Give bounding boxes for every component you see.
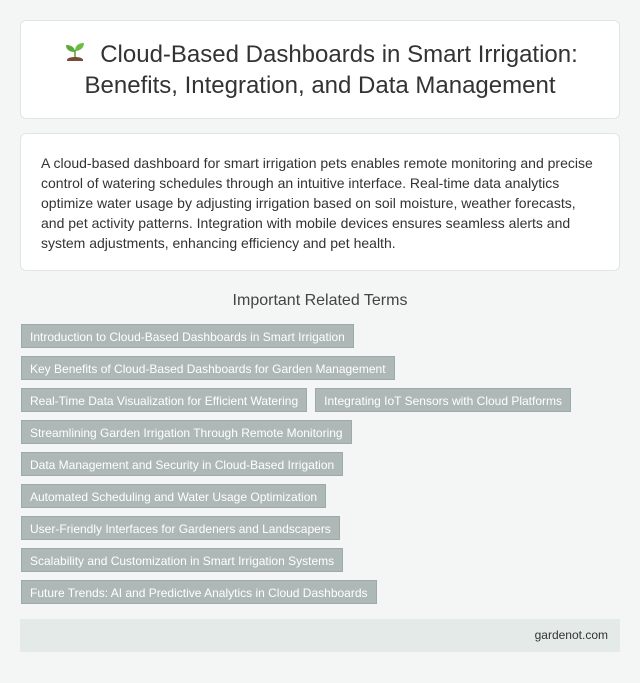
term-tag[interactable]: Real-Time Data Visualization for Efficient Watering (21, 388, 307, 412)
term-tag[interactable]: Future Trends: AI and Predictive Analytics in Cloud Dashboards (21, 580, 377, 604)
title-text: Cloud-Based Dashboards in Smart Irrigation: Benefits, Integration, and Data Management (84, 40, 578, 99)
term-tag[interactable]: Introduction to Cloud-Based Dashboards in Smart Irrigation (21, 324, 354, 348)
term-tag[interactable]: Scalability and Customization in Smart Irrigation Systems (21, 548, 343, 572)
term-tag[interactable]: Integrating IoT Sensors with Cloud Platforms (315, 388, 571, 412)
related-terms-list (21, 324, 621, 604)
term-tag[interactable]: Key Benefits of Cloud-Based Dashboards for Garden Management (21, 356, 395, 380)
term-tag[interactable]: User-Friendly Interfaces for Gardeners and Landscapers (21, 516, 340, 540)
term-tag[interactable]: Automated Scheduling and Water Usage Optimization (21, 484, 326, 508)
footer-site[interactable]: gardenot.com (534, 628, 608, 642)
page-title (21, 39, 619, 101)
description-card (20, 133, 620, 271)
title-card (20, 20, 620, 119)
sprout-icon (62, 39, 88, 65)
term-tag[interactable]: Data Management and Security in Cloud-Based Irrigation (21, 452, 343, 476)
footer (20, 619, 620, 652)
related-terms-heading: Important Related Terms (232, 292, 408, 309)
description-text: A cloud-based dashboard for smart irrigation pets enables remote monitoring and precise control of watering schedules through an intuitive interface. Real-time data analytics optimize water usage by adjusting irrigation based on soil moisture, weather forecasts, and pet activity patterns. Integration with mobile devices ensures seamless alerts and system adjustments, enhancing efficiency and pet health. (41, 155, 593, 251)
term-tag[interactable]: Streamlining Garden Irrigation Through Remote Monitoring (21, 420, 352, 444)
